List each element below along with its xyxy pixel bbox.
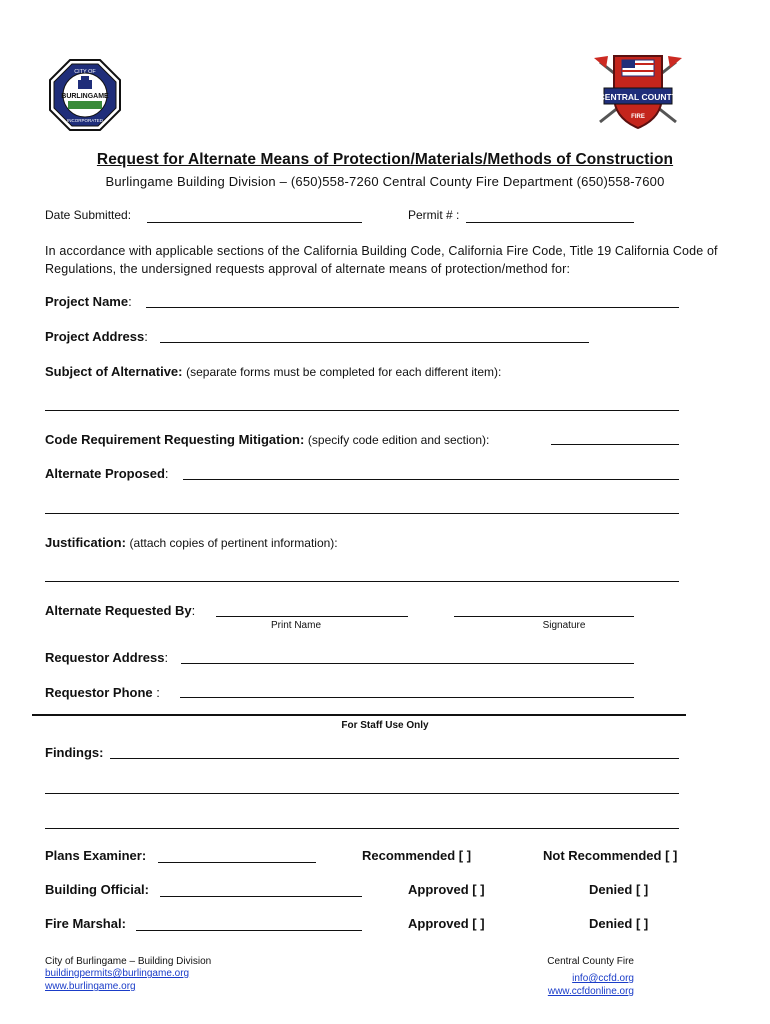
fire-logo-name: CENTRAL COUNTY (598, 92, 678, 102)
seal-name-text: BURLINGAME (61, 93, 109, 100)
intro-paragraph: In accordance with applicable sections of the California Building Code, California Fire Code, Title 19 California Code of Regulations, the undersigned requests approval of alternate means of protection/method for: (45, 244, 718, 276)
justification-field[interactable] (45, 581, 679, 582)
building-official-denied-checkbox[interactable]: Denied [ ] (589, 882, 649, 897)
plans-examiner-field[interactable] (158, 862, 316, 863)
signature-caption: Signature (542, 620, 586, 631)
not-recommended-checkbox[interactable]: Not Recommended [ ] (543, 848, 678, 863)
subject-label: Subject of Alternative: (45, 364, 183, 379)
form-title: Request for Alternate Means of Protection/Materials/Methods of Construction (96, 151, 674, 168)
recommended-checkbox[interactable]: Recommended [ ] (362, 848, 472, 863)
footer-right-email-link[interactable]: info@ccfd.org (572, 973, 634, 984)
city-of-burlingame-seal-logo (48, 58, 122, 132)
project-name-label: Project Name (45, 294, 129, 309)
fire-marshal-denied-checkbox[interactable]: Denied [ ] (589, 916, 649, 931)
findings-field-3[interactable] (45, 828, 679, 829)
alternate-proposed-label: Alternate Proposed (45, 466, 165, 481)
footer-left-email-link[interactable]: buildingpermits@burlingame.org (45, 968, 190, 979)
requestor-address-label: Requestor Address (45, 650, 165, 665)
fire-marshal-approved-checkbox[interactable]: Approved [ ] (408, 916, 485, 931)
central-county-fire-logo (590, 52, 686, 132)
plans-examiner-label: Plans Examiner: (45, 848, 147, 863)
fire-logo-subtext: FIRE (631, 114, 645, 120)
findings-field-1[interactable] (110, 758, 679, 759)
fire-marshal-field[interactable] (136, 930, 362, 931)
project-address-label: Project Address (45, 329, 145, 344)
fire-marshal-label: Fire Marshal: (45, 916, 126, 931)
footer-right-org: Central County Fire (547, 956, 634, 967)
date-submitted-field[interactable] (147, 222, 362, 223)
project-name-colon: : (128, 294, 132, 309)
requestor-address-field[interactable] (181, 663, 634, 664)
justification-label: Justification: (45, 535, 126, 550)
signature-field[interactable] (454, 616, 634, 617)
footer-left-web-link[interactable]: www.burlingame.org (45, 981, 136, 992)
building-official-label: Building Official: (45, 882, 149, 897)
building-official-approved-checkbox[interactable]: Approved [ ] (408, 882, 485, 897)
footer-right-web-link[interactable]: www.ccfdonline.org (547, 986, 634, 997)
code-requirement-note: (specify code edition and section): (307, 433, 490, 447)
project-address-field[interactable] (160, 342, 589, 343)
staff-section-divider (32, 714, 686, 716)
findings-label: Findings: (45, 745, 104, 760)
code-requirement-label: Code Requirement Requesting Mitigation: (45, 432, 305, 447)
project-address-colon: : (144, 329, 148, 344)
subject-note: (separate forms must be completed for each different item): (186, 365, 502, 379)
requestor-phone-field[interactable] (180, 697, 634, 698)
alternate-requested-by-colon: : (191, 603, 196, 618)
subject-field[interactable] (45, 410, 679, 411)
footer-right-web-wrap (434, 981, 634, 999)
seal-top-text: CITY OF (74, 69, 96, 75)
building-official-field[interactable] (160, 896, 362, 897)
alternate-requested-by-label: Alternate Requested By (45, 603, 192, 618)
findings-field-2[interactable] (45, 793, 679, 794)
print-name-caption: Print Name (270, 620, 321, 631)
justification-note: (attach copies of pertinent information): (129, 536, 338, 550)
form-subtitle: Burlingame Building Division – (650)558-7260 Central County Fire Department (650)558-7600 (105, 174, 665, 189)
code-requirement-field[interactable] (551, 444, 679, 445)
alternate-proposed-field[interactable] (183, 479, 679, 480)
staff-use-heading: For Staff Use Only (341, 720, 429, 731)
permit-number-field[interactable] (466, 222, 634, 223)
date-submitted-label: Date Submitted: (45, 208, 132, 222)
project-name-field[interactable] (146, 307, 679, 308)
requestor-phone-label: Requestor Phone (45, 685, 153, 700)
print-name-field[interactable] (216, 616, 408, 617)
requestor-address-colon: : (164, 650, 169, 665)
alternate-proposed-field-2[interactable] (45, 513, 679, 514)
footer-left-org: City of Burlingame – Building Division (45, 956, 212, 967)
seal-bottom-text: INCORPORATED (67, 118, 103, 123)
requestor-phone-colon: : (156, 685, 160, 700)
permit-number-label: Permit # : (408, 208, 460, 222)
alternate-proposed-colon: : (164, 466, 169, 481)
